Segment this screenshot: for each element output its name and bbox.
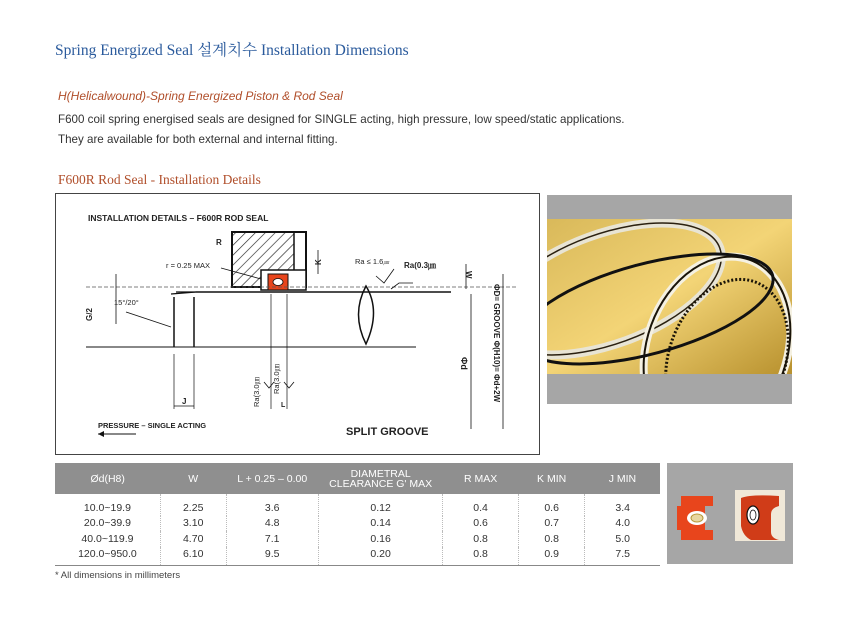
seal-profile-images <box>667 463 793 564</box>
header-kmin: K MIN <box>518 463 585 494</box>
table-cell: 0.8 <box>443 547 519 566</box>
table-cell: 40.0~119.9 <box>81 532 134 545</box>
table-cell: 0.7 <box>518 516 585 532</box>
rod-break-symbol <box>359 286 374 344</box>
label-split-groove: SPLIT GROOVE <box>346 426 429 438</box>
label-ra30b: Ra(3.0㎛ <box>272 363 281 394</box>
label-j: J <box>182 397 187 406</box>
label-angle: 15°/20° <box>114 298 139 307</box>
table-cell: 0.4 <box>443 494 519 516</box>
header-clearance: DIAMETRAL CLEARANCE G' MAX <box>318 463 442 494</box>
header-w: W <box>160 463 226 494</box>
table-cell: 4.0 <box>585 516 660 532</box>
header-od: Ød(H8) <box>55 463 160 494</box>
label-g2: G/2 <box>85 308 94 321</box>
seal-photo-icon <box>735 490 785 541</box>
label-groove: ΦD= GROOVE Φ(H10)= Φd+2W <box>492 284 501 403</box>
table-cell: 2.25 <box>160 494 226 516</box>
table-cell: 5.0 <box>585 531 660 547</box>
table-row <box>55 494 660 516</box>
diagram-heading: INSTALLATION DETAILS – F600R ROD SEAL <box>88 213 269 223</box>
description-line-1: F600 coil spring energised seals are designed for SINGLE acting, high pressure, low speed/static applications. <box>58 113 625 126</box>
table-cell: 0.20 <box>318 547 442 566</box>
table-cell: 120.0~950.0 <box>55 547 160 566</box>
table-cell: 6.10 <box>160 547 226 566</box>
product-photo <box>547 195 792 404</box>
table-cell: 0.14 <box>318 516 442 532</box>
label-d: Φd <box>459 357 469 370</box>
table-cell: 10.0~19.9 <box>83 501 131 514</box>
header-rmax: R MAX <box>443 463 519 494</box>
table-header-row <box>55 463 660 494</box>
table-cell: 0.8 <box>443 531 519 547</box>
table-cell: 0.8 <box>518 531 585 547</box>
table-cell: 20.0~39.9 <box>83 517 131 530</box>
table-row <box>55 547 660 566</box>
product-subtitle: H(Helicalwound)-Spring Energized Piston & Rod Seal <box>58 89 343 103</box>
table-cell: 3.6 <box>226 494 318 516</box>
dimensions-table <box>55 463 660 566</box>
label-ra03: Ra(0.3㎛ <box>404 261 437 270</box>
section-title: F600R Rod Seal - Installation Details <box>58 172 261 187</box>
table-cell: 0.6 <box>443 516 519 532</box>
footnote: * All dimensions in millimeters <box>55 570 181 581</box>
header-jmin: J MIN <box>585 463 660 494</box>
table-cell: 4.8 <box>226 516 318 532</box>
label-r: R <box>216 238 222 247</box>
label-w: W <box>464 271 473 279</box>
header-l: L + 0.25 – 0.00 <box>226 463 318 494</box>
table-cell: 0.6 <box>518 494 585 516</box>
table-cell: 0.16 <box>318 531 442 547</box>
description-line-2: They are available for both external and internal fitting. <box>58 133 338 146</box>
table-row <box>55 531 660 547</box>
label-k: K <box>314 259 323 265</box>
page-title: Spring Energized Seal 설계치수 Installation Dimensions <box>55 42 409 59</box>
installation-diagram <box>55 193 540 455</box>
table-cell: 0.9 <box>518 547 585 566</box>
table-cell: 7.5 <box>585 547 660 566</box>
label-l: L <box>281 402 286 409</box>
table-cell: 3.4 <box>585 494 660 516</box>
label-rmax: r = 0.25 MAX <box>166 261 210 270</box>
table-cell: 9.5 <box>226 547 318 566</box>
table-cell: 0.12 <box>318 494 442 516</box>
table-cell: 3.10 <box>160 516 226 532</box>
label-pressure: PRESSURE – SINGLE ACTING <box>98 421 207 430</box>
table-row <box>55 516 660 532</box>
table-cell: 4.70 <box>160 531 226 547</box>
seal-cross-section-icon <box>677 496 713 540</box>
label-ra16: Ra ≤ 1.6㎛ <box>355 257 389 266</box>
table-cell: 7.1 <box>226 531 318 547</box>
label-ra30a: Ra(3.0㎛ <box>252 376 261 407</box>
